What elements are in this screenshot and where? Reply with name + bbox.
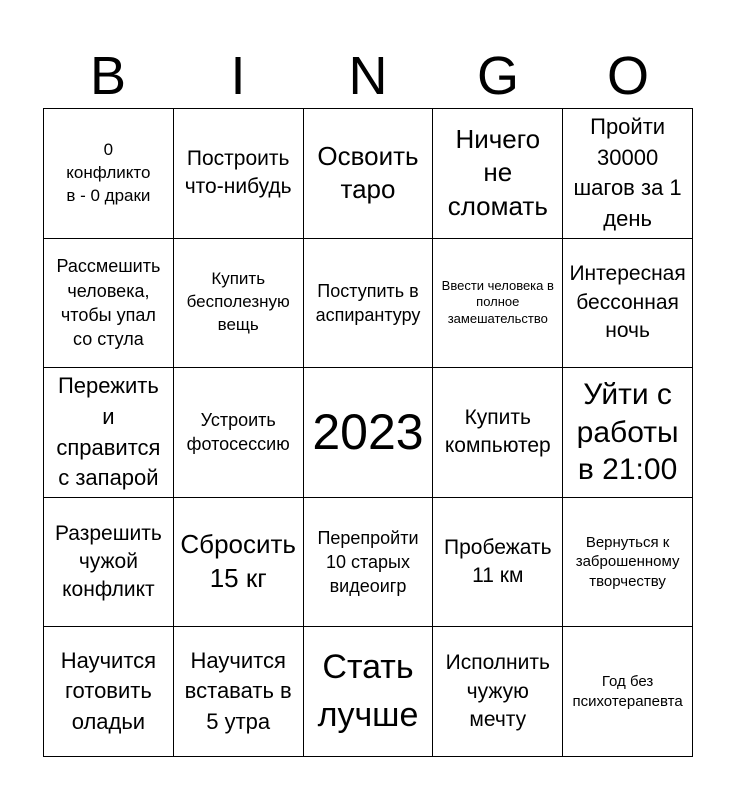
bingo-cell[interactable]	[563, 109, 693, 239]
cell-label: Купить бесполезную вещь	[186, 269, 290, 335]
bingo-cell[interactable]	[174, 498, 304, 628]
bingo-cell[interactable]	[433, 368, 563, 498]
header-letter-n: N	[348, 46, 388, 106]
cell-label: Стать лучше	[317, 648, 419, 734]
cell-label: 0 конфликтов - 0 драки	[66, 139, 151, 205]
bingo-cell[interactable]	[304, 627, 434, 757]
cell-label: Пробежать 11 км	[444, 535, 552, 588]
bingo-cell[interactable]	[174, 368, 304, 498]
cell-label: Поступить в аспирантуру	[315, 280, 421, 325]
free-space-label: 2023	[312, 404, 424, 461]
bingo-cell[interactable]	[44, 368, 174, 498]
bingo-cell[interactable]	[433, 627, 563, 757]
cell-label: Ничего не сломать	[447, 123, 548, 222]
cell-label: Сбросить 15 кг	[180, 529, 296, 594]
bingo-cell[interactable]	[433, 109, 563, 239]
cell-label: Рассмешить человека, чтобы упал со стула	[56, 256, 161, 350]
bingo-cell[interactable]	[304, 239, 434, 369]
header-letter-o: O	[606, 46, 649, 106]
cell-label: Уйти с работы в 21:00	[576, 378, 679, 487]
bingo-cell[interactable]	[174, 239, 304, 369]
cell-label: Вернуться к заброшенному творчеству	[575, 533, 680, 590]
bingo-cell[interactable]	[44, 109, 174, 239]
cell-label: Научится вставать в 5 утра	[184, 647, 292, 735]
bingo-cell[interactable]	[563, 368, 693, 498]
bingo-cell[interactable]	[563, 627, 693, 757]
bingo-cell[interactable]	[304, 109, 434, 239]
cell-label: Научится готовить оладьи	[60, 647, 157, 735]
bingo-cell[interactable]	[433, 239, 563, 369]
bingo-cell[interactable]	[44, 498, 174, 628]
cell-label: Пережить и справится с запарой	[56, 372, 161, 491]
cell-label: Пройти 30000 шагов за 1 день	[573, 113, 682, 232]
bingo-cell[interactable]	[563, 498, 693, 628]
cell-label: Интересная бессонная ночь	[569, 262, 686, 343]
cell-label: Ввести человека в полное замешательство	[441, 277, 554, 327]
cell-label: Освоить таро	[317, 140, 419, 205]
bingo-cell[interactable]	[304, 498, 434, 628]
cell-label: Построить что-нибудь	[184, 146, 292, 199]
bingo-cell[interactable]	[433, 498, 563, 628]
cell-label: Перепройти 10 старых видеоигр	[317, 527, 419, 597]
cell-label: Разрешить чужой конфликт	[54, 521, 162, 602]
bingo-cell[interactable]	[304, 368, 434, 498]
header-letter-i: I	[230, 46, 246, 106]
bingo-cell[interactable]	[44, 627, 174, 757]
bingo-cell[interactable]	[44, 239, 174, 369]
cell-label: Год без психотерапевта	[572, 673, 683, 710]
bingo-cell[interactable]	[174, 627, 304, 757]
bingo-header	[43, 44, 693, 108]
bingo-cell[interactable]	[563, 239, 693, 369]
bingo-cell[interactable]	[174, 109, 304, 239]
cell-label: Исполнить чужую мечту	[445, 651, 550, 731]
cell-label: Устроить фотосессию	[186, 410, 290, 455]
cell-label: Купить компьютер	[444, 406, 551, 458]
bingo-board	[43, 108, 693, 757]
header-letter-g: G	[476, 46, 519, 106]
header-letter-b: B	[89, 46, 127, 106]
